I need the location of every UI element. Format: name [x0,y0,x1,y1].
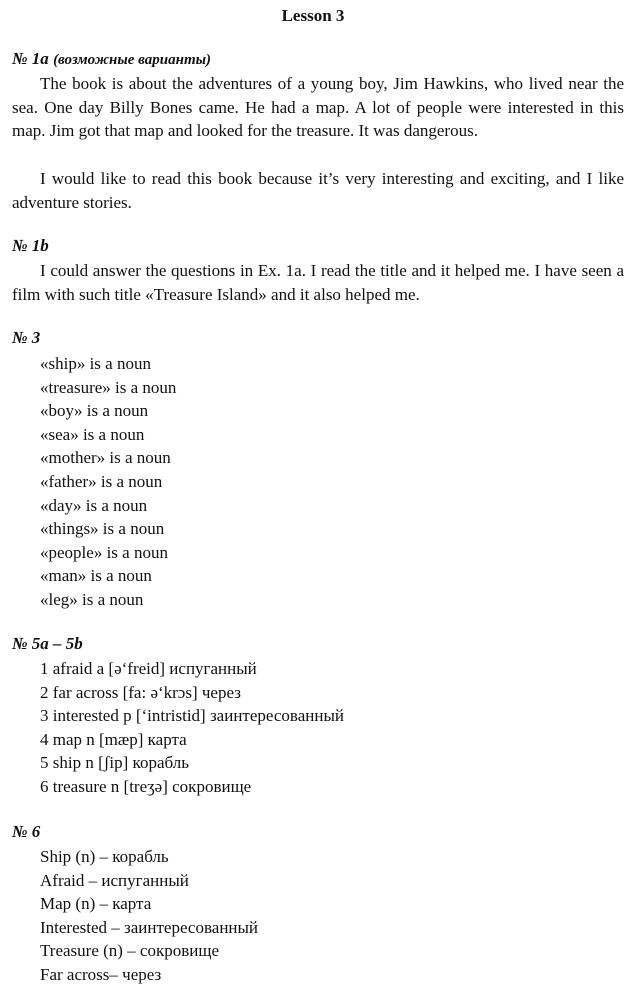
list-item: 1 afraid a [ə‘freid] испуганный [40,659,257,678]
list-item: Afraid – испуганный [40,870,189,890]
section-1a-note: (возможные варианты) [53,52,212,68]
list-item: «things» is a noun [40,519,165,539]
section-1b-heading: № 1b [12,236,49,255]
list-item: 6 treasure n [treʒə] сокровище [40,776,252,796]
section-6-list [40,845,258,987]
lesson-title: Lesson 3 [281,6,345,25]
list-item: «day» is a noun [40,495,148,515]
section-1a-number: № 1a [12,49,49,68]
list-item: «treasure» is a noun [40,377,177,397]
section-1b-paragraph: I could answer the questions in Ex. 1a. I read the title and it helped me. I have seen a film with such title «Treasure Island» and it also helped me. [12,261,624,304]
list-item: Far across– через [40,964,162,984]
section-3-list [40,352,176,612]
list-item: Interested – заинтересованный [40,917,259,937]
section-5-list [40,657,344,799]
list-item: «mother» is a noun [40,448,171,468]
list-item: «boy» is a noun [40,401,149,421]
list-item: Ship (n) – корабль [40,847,169,866]
section-3-heading: № 3 [12,328,41,347]
list-item: 2 far across [fa: ə‘krɔs] через [40,682,241,702]
section-5-heading: № 5a – 5b [12,634,83,653]
list-item: «ship» is a noun [40,354,151,373]
section-1a-heading [12,49,211,69]
section-1a-paragraph-1: The book is about the adventures of a young boy, Jim Hawkins, who lived near the sea. One day Billy Bones came. He had a map. A lot of people were interested in this map. Jim got that map and looked for the treasure. It was dangerous. [12,74,624,140]
list-item: «father» is a noun [40,471,163,491]
list-item: Treasure (n) – сокровище [40,941,219,961]
list-item: 5 ship n [ʃip] корабль [40,753,189,773]
list-item: «man» is a noun [40,566,152,586]
list-item: «sea» is a noun [40,424,145,444]
list-item: «leg» is a noun [40,589,144,609]
section-1a-paragraph-2: I would like to read this book because it’s very interesting and exciting, and I like adventure stories. [12,169,624,212]
list-item: 3 interested p [‘intristid] заинтересованный [40,706,344,726]
section-6-heading: № 6 [12,822,41,841]
list-item: 4 map n [mæp] карта [40,729,187,749]
list-item: «people» is a noun [40,542,168,562]
list-item: Map (n) – карта [40,894,152,914]
